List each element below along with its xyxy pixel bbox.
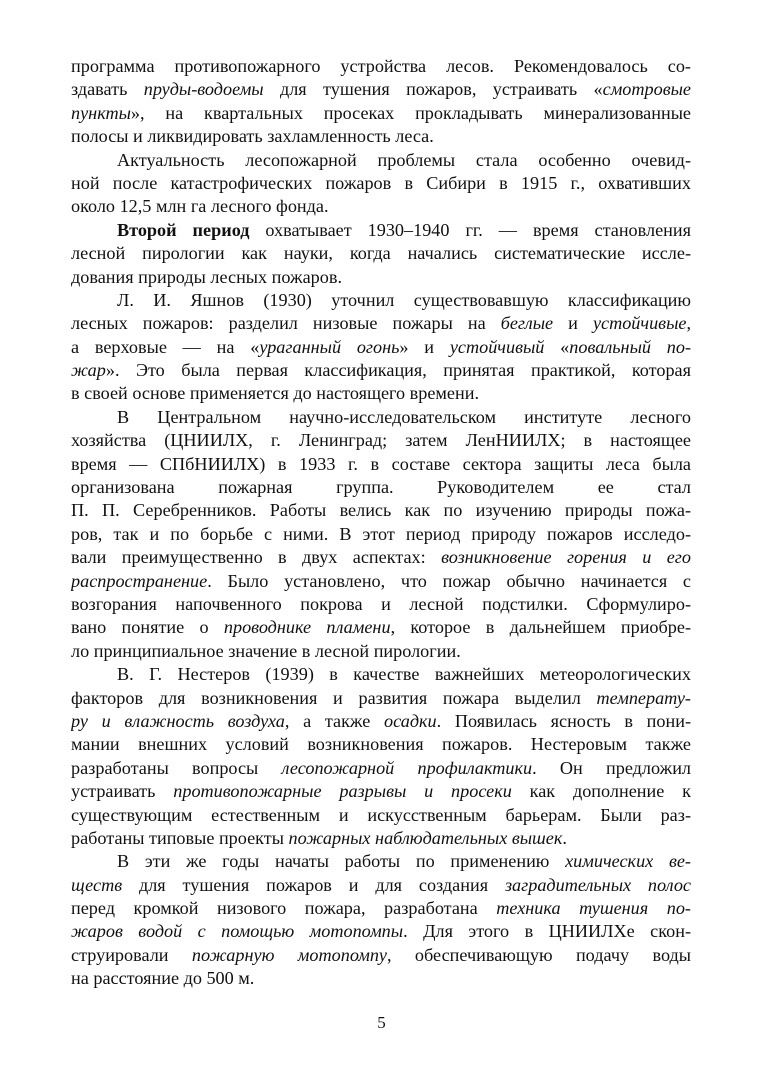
text-line: вано понятие о проводнике пламени, которое в дальнейшем приобре- [71,617,691,638]
text-line: организована пожарная группа. Руководителем ее стал [71,477,691,498]
text-line: жаров водой с помощью мотопомпы. Для этого в ЦНИИЛХе скон- [71,921,691,942]
text-line: факторов для возникновения и развития пожара выделил температу- [71,687,691,708]
text-line: дования природы лесных пожаров. [71,266,342,287]
text-line: в своей основе применяется до настоящего времени. [71,383,480,404]
text-line: лесной пирологии как науки, когда начались систематические иссле- [71,243,691,264]
text-line: лесных пожаров: разделил низовые пожары на беглые и устойчивые, [71,313,691,334]
text-line: работаны типовые проекты пожарных наблюдательных вышек. [71,827,567,848]
text-line: возгорания напочвенного покрова и лесной подстилки. Сформулиро- [71,593,691,614]
text-line: ру и влажность воздуха, а также осадки. Появилась ясность в пони- [71,710,691,731]
text-line: ной после катастрофических пожаров в Сибири в 1915 г., охвативших [71,172,691,193]
text-line: на расстояние до 500 м. [71,968,255,989]
text-line: распространение. Было установлено, что пожар обычно начинается с [71,570,691,591]
text-line: программа противопожарного устройства лесов. Рекомендовалось со- [71,56,691,76]
text-line: время — СПбНИИЛХ) в 1933 г. в составе сектора защиты леса была [71,453,691,474]
text-line: ществ для тушения пожаров и для создания заградительных полос [71,874,691,895]
text-line: существующим естественным и искусственным барьерам. Были раз- [71,804,691,825]
text-line: разработаны вопросы лесопожарной профилактики. Он предложил [71,757,691,778]
page-number: 5 [377,1013,386,1032]
text-line: устраивать противопожарные разрывы и просеки как дополнение к [71,781,691,802]
text-line: около 12,5 млн га лесного фонда. [71,196,329,217]
text-line: мании внешних условий возникновения пожаров. Нестеровым также [71,734,691,755]
text-line: В эти же годы начаты работы по применению химических ве- [117,851,691,872]
text-line: Актуальность лесопожарной проблемы стала особенно очевид- [117,149,691,170]
text-line: вали преимущественно в двух аспектах: возникновение горения и его [71,547,691,568]
text-line: пункты», на квартальных просеках прокладывать минерализованные [71,102,691,123]
text-line: перед кромкой низового пожара, разработана техника тушения по- [71,898,691,919]
text-line: жар». Это была первая классификация, принятая практикой, которая [71,360,691,381]
text-line: хозяйства (ЦНИИЛХ, г. Ленинград; затем ЛенНИИЛХ; в настоящее [71,430,691,451]
text-line: Л. И. Яшнов (1930) уточнил существовавшую классификацию [117,289,691,310]
text-line: ло принципиальное значение в лесной пирологии. [71,640,461,661]
text-line: В. Г. Нестеров (1939) в качестве важнейших метеорологических [117,664,691,685]
text-line: В Центральном научно-исследовательском институте лесного [117,406,691,427]
text-line: Второй период охватывает 1930–1940 гг. — время становления [117,219,691,240]
text-line: П. П. Серебренников. Работы велись как по изучению природы пожа- [71,500,691,521]
section-term: Второй период [117,219,250,240]
text-line: полосы и ликвидировать захламленность леса. [71,126,434,147]
text-line: струировали пожарную мотопомпу, обеспечивающую подачу воды [71,944,691,965]
body-text [71,55,691,991]
text-line: ров, так и по борьбе с ними. В этот период природу пожаров исследо- [71,523,691,544]
text-line: а верховые — на «ураганный огонь» и устойчивый «повальный по- [71,336,691,357]
text-line: здавать пруды-водоемы для тушения пожаров, устраивать «смотровые [71,79,691,100]
